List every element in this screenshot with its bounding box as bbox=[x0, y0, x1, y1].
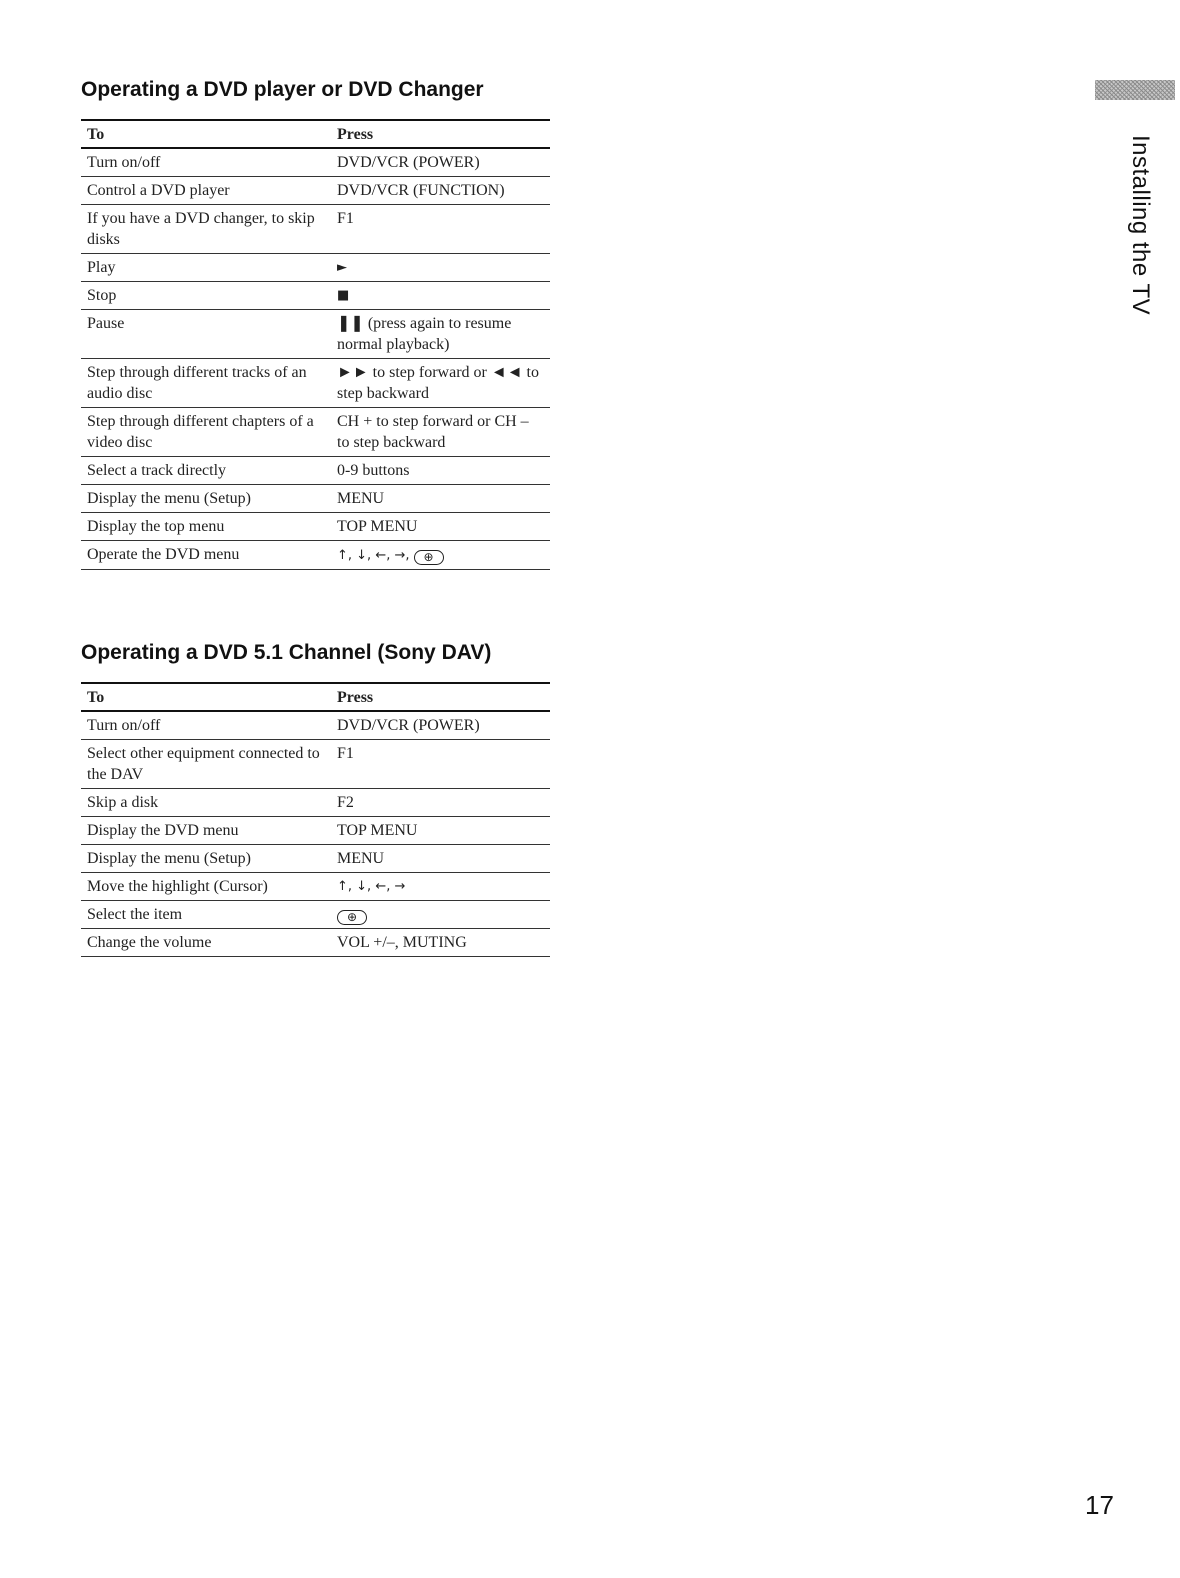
table-row bbox=[81, 740, 550, 789]
column-header-press: Press bbox=[331, 120, 550, 148]
action-cell: Operate the DVD menu bbox=[81, 541, 331, 570]
button-cell: DVD/VCR (POWER) bbox=[331, 148, 550, 177]
action-cell: Display the menu (Setup) bbox=[81, 845, 331, 873]
enter-button-icon: ⊕ bbox=[414, 550, 444, 565]
table-row bbox=[81, 254, 550, 282]
table-row bbox=[81, 541, 550, 570]
button-cell: F1 bbox=[331, 740, 550, 789]
table-row bbox=[81, 148, 550, 177]
stop-icon-cell: ■ bbox=[331, 282, 550, 310]
button-cell: TOP MENU bbox=[331, 817, 550, 845]
action-cell: Select a track directly bbox=[81, 457, 331, 485]
table-row bbox=[81, 817, 550, 845]
action-cell: Stop bbox=[81, 282, 331, 310]
table-row bbox=[81, 282, 550, 310]
button-cell: F2 bbox=[331, 789, 550, 817]
arrow-keys-icon: ↑, ↓, ←, →, bbox=[337, 548, 410, 563]
table-row bbox=[81, 457, 550, 485]
button-cell: MENU bbox=[331, 845, 550, 873]
table-row bbox=[81, 359, 550, 408]
section-title-dvd-51-channel: Operating a DVD 5.1 Channel (Sony DAV) bbox=[81, 641, 492, 664]
table-row bbox=[81, 310, 550, 359]
action-cell: Display the DVD menu bbox=[81, 817, 331, 845]
section-title-dvd-player: Operating a DVD player or DVD Changer bbox=[81, 78, 484, 101]
dvd-player-table bbox=[81, 119, 550, 570]
arrow-keys-icon: ↑, ↓, ←, → bbox=[331, 873, 550, 901]
button-cell: MENU bbox=[331, 485, 550, 513]
button-cell: 0-9 buttons bbox=[331, 457, 550, 485]
section-tab-marker bbox=[1095, 80, 1175, 100]
button-cell bbox=[331, 901, 550, 929]
button-cell: VOL +/–, MUTING bbox=[331, 929, 550, 957]
chapter-side-label: Installing the TV bbox=[1127, 135, 1154, 316]
action-cell: Play bbox=[81, 254, 331, 282]
button-cell: ❚❚ (press again to resume normal playback) bbox=[331, 310, 550, 359]
play-icon-cell: ► bbox=[331, 254, 550, 282]
page-number: 17 bbox=[1085, 1490, 1114, 1520]
table-row bbox=[81, 513, 550, 541]
table-header-row bbox=[81, 683, 550, 711]
button-cell: ►► to step forward or ◄◄ to step backward bbox=[331, 359, 550, 408]
action-cell: Turn on/off bbox=[81, 711, 331, 740]
table-row bbox=[81, 901, 550, 929]
button-cell: CH + to step forward or CH – to step backward bbox=[331, 408, 550, 457]
action-cell: Change the volume bbox=[81, 929, 331, 957]
action-cell: If you have a DVD changer, to skip disks bbox=[81, 205, 331, 254]
action-cell: Display the top menu bbox=[81, 513, 331, 541]
action-cell: Select the item bbox=[81, 901, 331, 929]
table-header-row bbox=[81, 120, 550, 148]
table-row bbox=[81, 177, 550, 205]
action-cell: Skip a disk bbox=[81, 789, 331, 817]
action-cell: Display the menu (Setup) bbox=[81, 485, 331, 513]
table-row bbox=[81, 873, 550, 901]
button-cell: DVD/VCR (POWER) bbox=[331, 711, 550, 740]
table-row bbox=[81, 845, 550, 873]
table-row bbox=[81, 929, 550, 957]
table-row bbox=[81, 205, 550, 254]
button-cell: TOP MENU bbox=[331, 513, 550, 541]
button-cell bbox=[331, 541, 550, 570]
button-cell: F1 bbox=[331, 205, 550, 254]
action-cell: Step through different tracks of an audio disc bbox=[81, 359, 331, 408]
table-row bbox=[81, 789, 550, 817]
table-row bbox=[81, 408, 550, 457]
action-cell: Pause bbox=[81, 310, 331, 359]
dvd-51-channel-table bbox=[81, 682, 550, 957]
button-cell: DVD/VCR (FUNCTION) bbox=[331, 177, 550, 205]
column-header-press: Press bbox=[331, 683, 550, 711]
action-cell: Move the highlight (Cursor) bbox=[81, 873, 331, 901]
action-cell: Turn on/off bbox=[81, 148, 331, 177]
enter-button-icon: ⊕ bbox=[337, 910, 367, 925]
column-header-to: To bbox=[81, 683, 331, 711]
column-header-to: To bbox=[81, 120, 331, 148]
table-row bbox=[81, 711, 550, 740]
action-cell: Step through different chapters of a video disc bbox=[81, 408, 331, 457]
action-cell: Select other equipment connected to the DAV bbox=[81, 740, 331, 789]
action-cell: Control a DVD player bbox=[81, 177, 331, 205]
table-row bbox=[81, 485, 550, 513]
